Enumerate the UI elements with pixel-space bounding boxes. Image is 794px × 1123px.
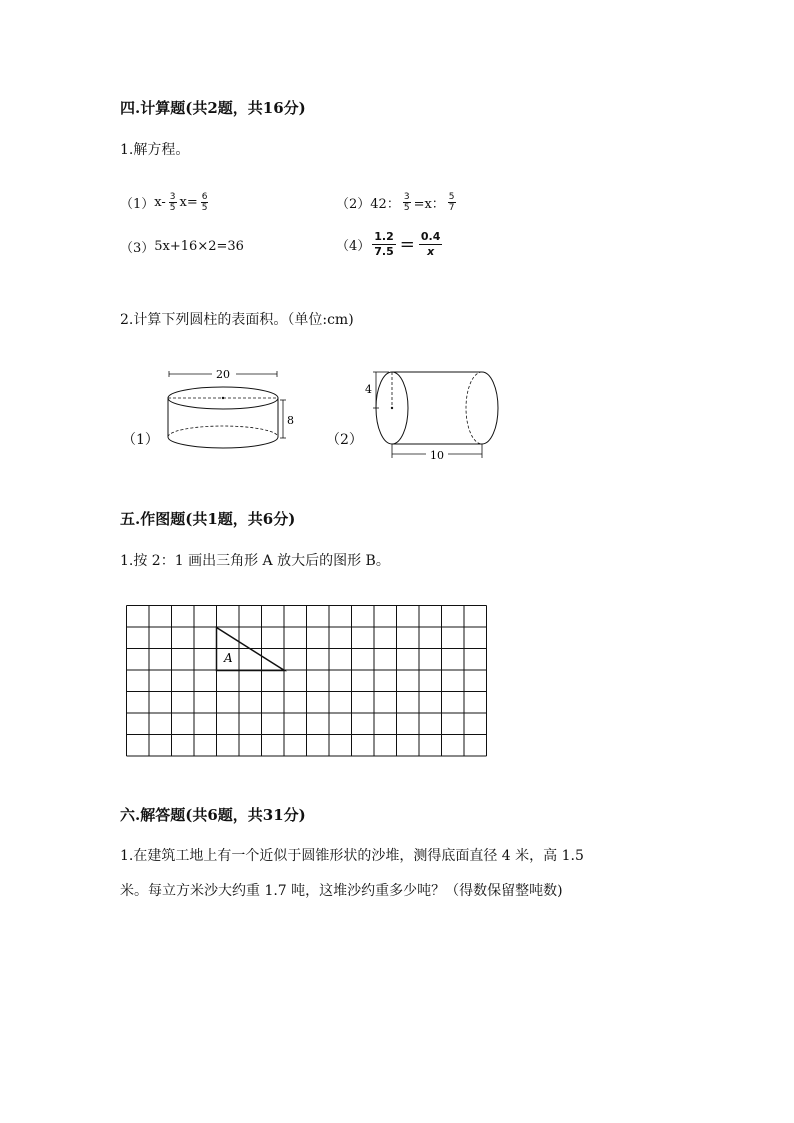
question-6-1-line1: 1.在建筑工地上有一个近似于圆锥形状的沙堆，测得底面直径 4 米，高 1.5	[120, 848, 584, 864]
equation-part: 5x+16×2=36	[154, 239, 244, 254]
fraction: $\frac{5}{7}$	[448, 192, 455, 213]
equation-label: （1）	[120, 197, 155, 212]
triangle-label: A	[224, 651, 233, 665]
fraction: $\frac{0.4}{x}$	[420, 230, 441, 258]
length-label: 10	[430, 449, 444, 462]
equals-sign: =	[399, 234, 415, 255]
radius-label: 4	[365, 383, 372, 396]
question-4-1-stem: 1.解方程。	[120, 142, 190, 158]
figure-1-label: （1）	[122, 432, 159, 448]
cylinder-figure-2	[362, 362, 507, 462]
figure-2-label: （2）	[326, 432, 363, 448]
question-4-2-stem: 2.计算下列圆柱的表面积。（单位:cm)	[120, 312, 354, 328]
cylinder-figure-1	[160, 362, 300, 458]
equation-3	[120, 237, 244, 256]
equation-part: x=	[179, 195, 198, 210]
fraction: $\frac{3}{5}$	[169, 192, 176, 213]
fraction: $\frac{3}{5}$	[403, 192, 410, 213]
fraction: $\frac{1.2}{7.5}$	[374, 230, 394, 258]
equation-2	[336, 192, 459, 213]
equation-part: =x：	[413, 197, 445, 212]
section4-heading: 四.计算题(共2题，共16分)	[120, 99, 306, 117]
question-5-1-stem: 1.按 2：1 画出三角形 A 放大后的图形 B。	[120, 553, 390, 569]
equation-1	[120, 192, 211, 213]
question-6-1-line2: 米。每立方米沙大约重 1.7 吨，这堆沙约重多少吨？（得数保留整吨数)	[120, 883, 563, 899]
section5-heading: 五.作图题(共1题，共6分)	[120, 510, 296, 528]
drawing-grid	[126, 605, 490, 760]
equation-4	[336, 230, 444, 259]
equation-label: （4）	[336, 239, 371, 254]
fraction: $\frac{6}{5}$	[201, 192, 208, 213]
section6-heading: 六.解答题(共6题，共31分)	[120, 806, 306, 824]
equation-label: （3）	[120, 241, 155, 256]
equation-label: （2）	[336, 197, 371, 212]
height-label: 8	[287, 414, 294, 427]
diameter-label: 20	[216, 368, 230, 381]
equation-part: x-	[154, 195, 166, 210]
equation-part: 42：	[370, 197, 400, 212]
